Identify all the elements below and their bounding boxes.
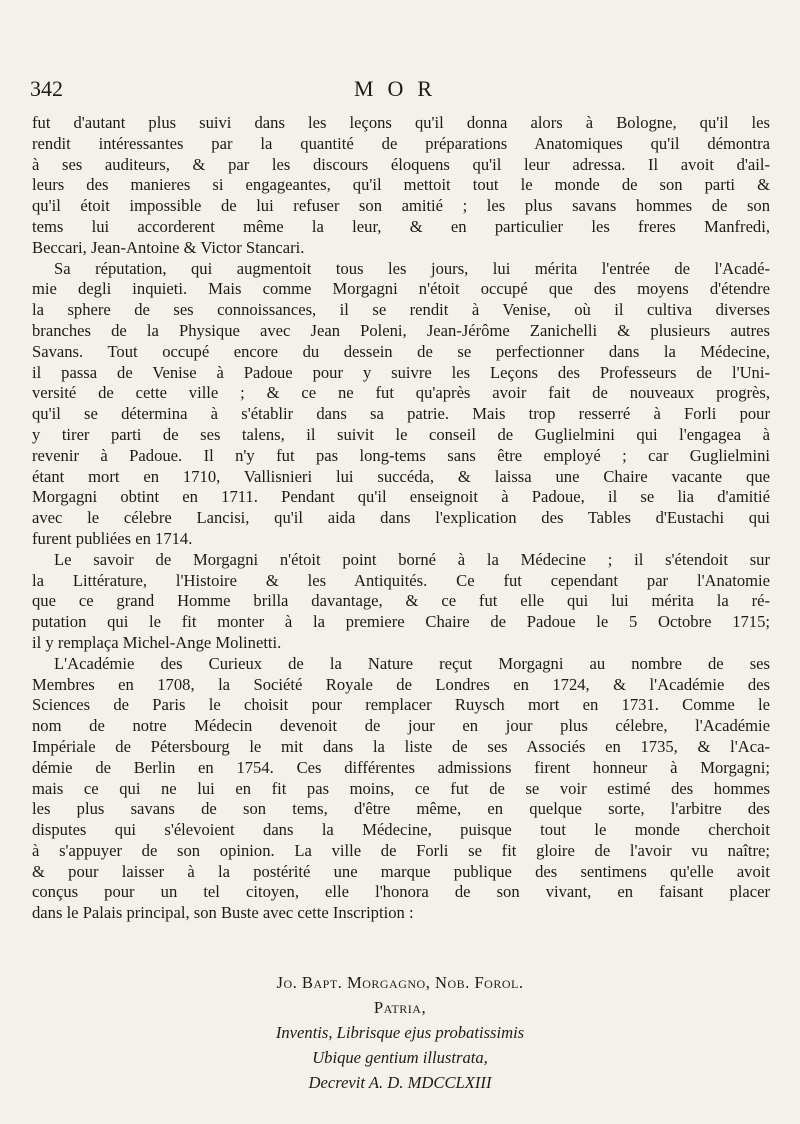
page-header: [30, 76, 770, 106]
text-line: dans le Palais principal, son Buste avec cette Inscription :: [32, 903, 414, 923]
page-number: 342: [30, 76, 63, 101]
inscription-line-2: Patria,: [373, 998, 427, 1017]
inscription-line-3: Inventis, Librisque ejus probatissimis: [275, 1023, 525, 1042]
inscription-line-1: Jo. Bapt. Morgagno, Nob. Forol.: [276, 973, 524, 992]
text-line: conçus pour un tel citoyen, elle l'honora de son vivant, en faisant placer: [32, 882, 770, 902]
text-line: qu'il se détermina à s'établir dans sa patrie. Mais trop resserré à Forli pour: [32, 404, 770, 424]
text-line: démie de Berlin en 1754. Ces différentes admissions firent honneur à Morgagni;: [32, 757, 770, 777]
text-line: Morgagni obtint en 1711. Pendant qu'il enseignoit à Padoue, il se lia d'amitié: [32, 487, 770, 507]
text-line: rendit intéressantes par la quantité de préparations Anatomiques qu'il démontra: [32, 133, 770, 153]
text-line: la Littérature, l'Histoire & les Antiquités. Ce fut cependant par l'Anatomie: [32, 570, 770, 590]
text-line: versité de cette ville ; & ce ne fut qu'après avoir fait de nouveaux progrès,: [32, 383, 770, 403]
text-line: à s'appuyer de son opinion. La ville de Forli se fit gloire de l'avoir vu naître;: [32, 840, 770, 860]
text-line: Beccari, Jean-Antoine & Victor Stancari.: [32, 237, 305, 257]
text-line: les plus savans de son tems, d'être même, en quelque sorte, l'arbitre des: [32, 799, 770, 819]
text-line: nom de notre Médecin devenoit de jour en jour plus célebre, l'Académie: [32, 716, 770, 736]
text-line: Sciences de Paris le choisit pour remplacer Ruysch mort en 1731. Comme le: [32, 695, 770, 715]
text-line: branches de la Physique avec Jean Poleni, Jean-Jérôme Zanichelli & plusieurs autres: [32, 320, 770, 340]
text-line: à ses auditeurs, & par les discours éloquens qu'il leur adressa. Il avoit d'ail-: [32, 154, 770, 174]
text-line: mais ce qui ne lui en fit pas moins, ce fut de se voir estimé des hommes: [32, 778, 770, 798]
text-line: que ce grand Homme brilla davantage, & ce fut elle qui lui mérita la ré-: [32, 591, 770, 611]
text-line: Impériale de Pétersbourg le mit dans la liste de ses Associés en 1735, & l'Aca-: [32, 736, 770, 756]
text-line: Savans. Tout occupé encore du dessein de se perfectionner dans la Médecine,: [32, 341, 770, 361]
text-line: furent publiées en 1714.: [32, 528, 193, 548]
text-line: fut d'autant plus suivi dans les leçons qu'il donna alors à Bologne, qu'il les: [32, 113, 770, 132]
text-line: avec le célebre Lancisi, qu'il aida dans l'explication des Tables d'Eustachi qui: [32, 508, 770, 528]
text-line: Sa réputation, qui augmentoit tous les jours, lui mérita l'entrée de l'Acadé-: [54, 258, 770, 278]
inscription: [0, 970, 800, 1095]
text-line: L'Académie des Curieux de la Nature reçut Morgagni au nombre de ses: [54, 653, 770, 673]
text-line: disputes qui s'élevoient dans la Médecine, puisque tout le monde cherchoit: [32, 820, 770, 840]
text-line: il y remplaça Michel-Ange Molinetti.: [32, 632, 282, 652]
text-line: putation qui le fit monter à la premiere Chaire de Padoue le 5 Octobre 1715;: [32, 612, 770, 632]
inscription-line-4: Ubique gentium illustrata,: [312, 1048, 488, 1067]
text-line: tems lui accorderent même la leur, & en particulier les freres Manfredi,: [32, 216, 770, 236]
text-line: qu'il étoit impossible de lui refuser son amitié ; les plus savans hommes de son: [32, 196, 770, 216]
body-text: [32, 113, 770, 924]
text-line: Le savoir de Morgagni n'étoit point borné à la Médecine ; il s'étendoit sur: [54, 549, 770, 569]
text-line: leurs des manieres si engageantes, qu'il mettoit tout le monde de son parti &: [32, 175, 770, 195]
text-line: mie degli inquieti. Mais comme Morgagni n'étoit occupé que des moyens d'étendre: [32, 279, 770, 299]
running-head: MOR: [353, 76, 447, 101]
inscription-line-5: Decrevit A. D. MDCCLXIII: [308, 1073, 492, 1092]
text-line: revenir à Padoue. Il n'y fut pas long-tems sans être employé ; car Guglielmini: [32, 445, 770, 465]
text-line: il passa de Venise à Padoue pour y suivre les Leçons des Professeurs de l'Uni-: [32, 362, 770, 382]
text-line: étant mort en 1710, Vallisnieri lui succéda, & laissa une Chaire vacante que: [32, 466, 770, 486]
text-line: y tirer parti de ses talens, il suivit le conseil de Guglielmini qui l'engagea à: [32, 424, 770, 444]
text-line: & pour laisser à la postérité une marque publique des sentimens qu'elle avoit: [32, 861, 770, 881]
text-line: Membres en 1708, la Société Royale de Londres en 1724, & l'Académie des: [32, 674, 770, 694]
text-line: la sphere de ses connoissances, il se rendit à Venise, où il cultiva diverses: [32, 300, 770, 320]
